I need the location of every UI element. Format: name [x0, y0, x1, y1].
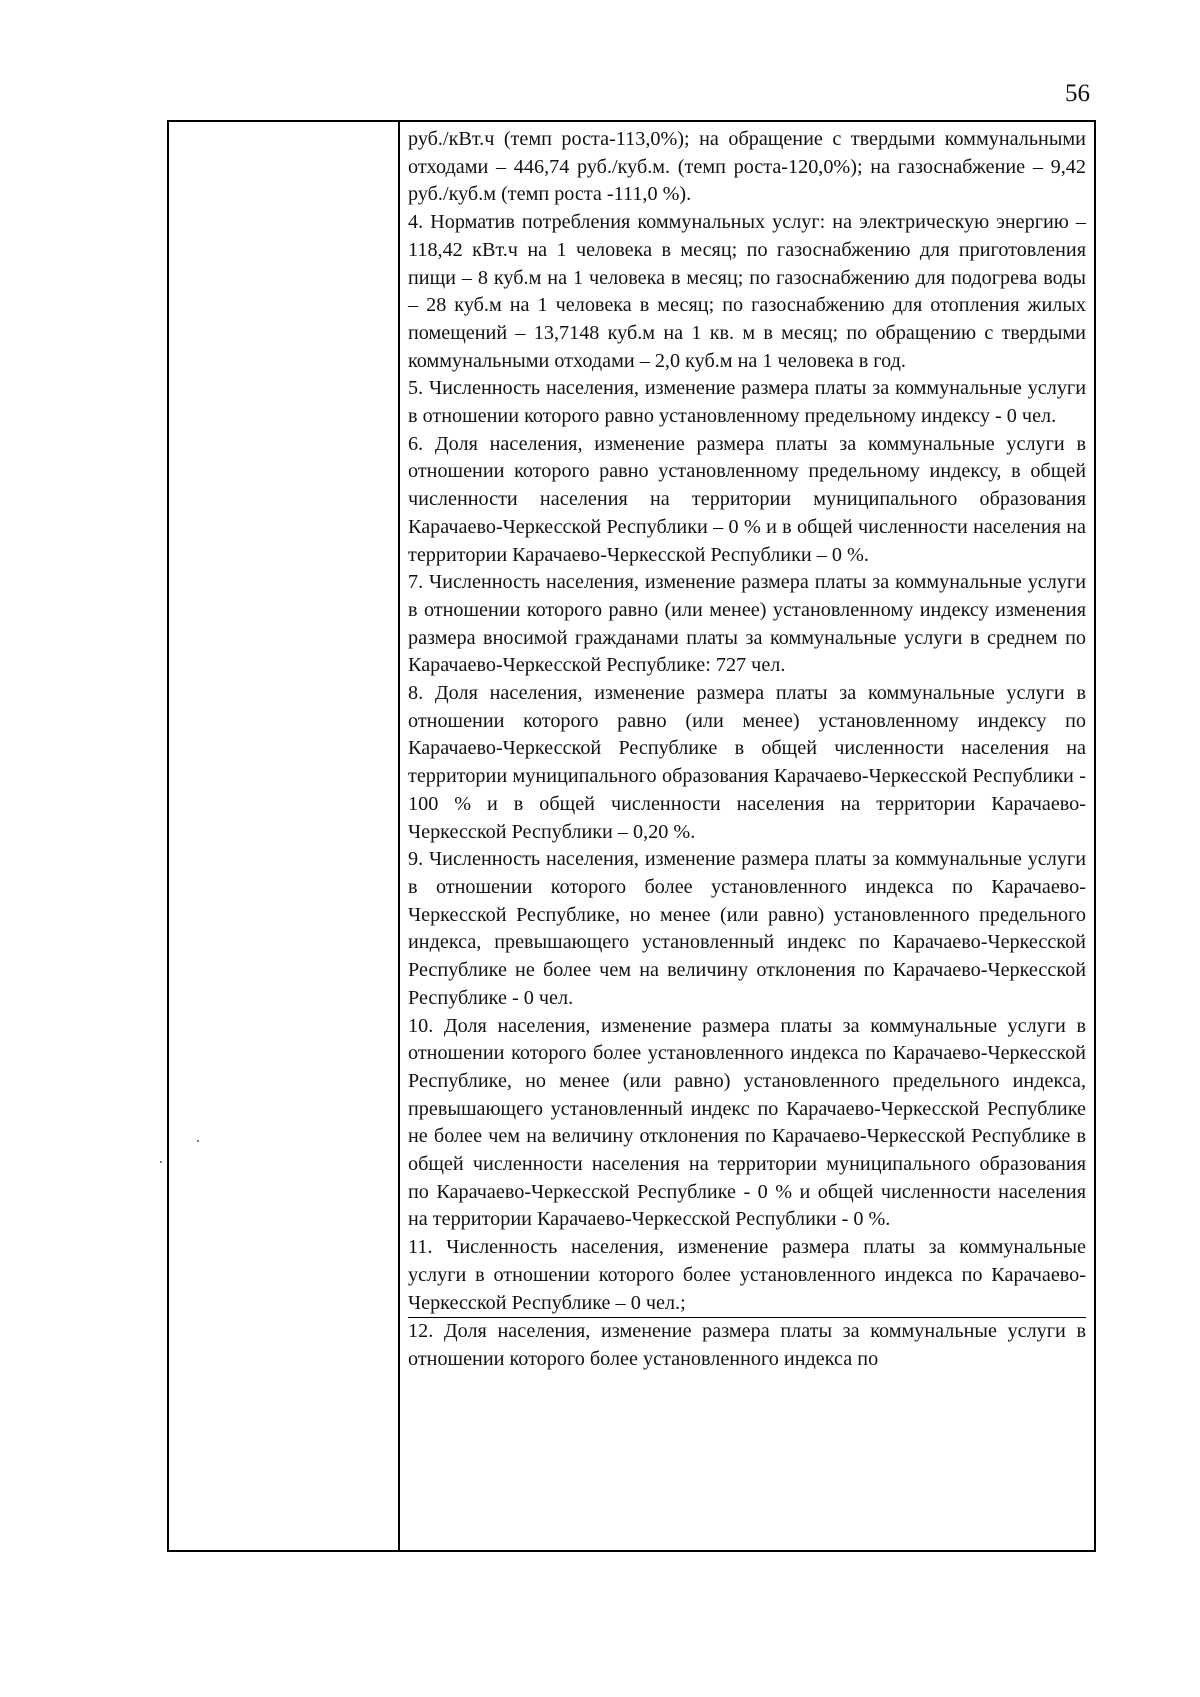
paragraph-10: 10. Доля населения, изменение размера платы за коммунальные услуги в отношении которого более установленного индекса по Карачаево-Черкесской Республике, но менее (или равно) установленного предельного индекса, превышающего установленный индекс по Карачаево-Черкесской Республике не более чем на величину отклонения по Карачаево-Черкесской Республике в общей численности населения на территории муниципального образования по Карачаево-Черкесской Республике - 0 % и общей численности населения на территории Карачаево-Черкесской Республики - 0 %.: [408, 1014, 1086, 1231]
paragraph-7: 7. Численность населения, изменение размера платы за коммунальные услуги в отношении которого равно (или менее) установленному индексу изменения размера вносимой гражданами платы за коммунальные услуги в среднем по Карачаево-Черкесской Республике: 727 чел.: [408, 571, 1086, 677]
scan-speck: [160, 1161, 162, 1163]
paragraph-6: 6. Доля населения, изменение размера платы за коммунальные услуги в отношении которого равно установленному предельному индексу, в общей численности населения на территории муниципального образования Карачаево-Черкесской Республики – 0 % и в общей численности населения на территории Карачаево-Черкесской Республики – 0 %.: [408, 432, 1086, 566]
paragraph-8: 8. Доля населения, изменение размера платы за коммунальные услуги в отношении которого равно (или менее) установленному индексу по Карачаево-Черкесской Республике в общей численности населения на территории муниципального образования Карачаево-Черкесской Республики - 100 % и в общей численности населения на территории Карачаево-Черкесской Республики – 0,20 %.: [408, 682, 1086, 843]
paragraph-5: 5. Численность населения, изменение размера платы за коммунальные услуги в отношении которого равно установленному предельному индексу - 0 чел.: [408, 377, 1086, 428]
paragraph-12: 12. Доля населения, изменение размера платы за коммунальные услуги в отношении которого более установленного индекса по: [408, 1317, 1086, 1373]
scan-speck: [197, 1140, 199, 1142]
paragraph-continuation: руб./кВт.ч (темп роста-113,0%); на обращение с твердыми коммунальными отходами – 446,74 руб./куб.м. (темп роста-120,0%); на газоснабжение – 9,42 руб./куб.м (темп роста -111,0 %).: [408, 128, 1086, 206]
paragraph-9: 9. Численность населения, изменение размера платы за коммунальные услуги в отношении которого более установленного индекса по Карачаево-Черкесской Республике, но менее (или равно) установленного предельного индекса, превышающего установленный индекс по Карачаево-Черкесской Республике не более чем на величину отклонения по Карачаево-Черкесской Республике - 0 чел.: [408, 848, 1086, 1009]
document-table: [167, 120, 1096, 1552]
table-right-cell: [400, 122, 1094, 1550]
paragraph-4: 4. Норматив потребления коммунальных услуг: на электрическую энергию – 118,42 кВт.ч на 1 человека в месяц; по газоснабжению для приготовления пищи – 8 куб.м на 1 человека в месяц; по газоснабжению для подогрева воды – 28 куб.м на 1 человека в месяц; по газоснабжению для отопления жилых помещений – 13,7148 куб.м на 1 кв. м в месяц; по обращению с твердыми коммунальными отходами – 2,0 куб.м на 1 человека в год.: [408, 211, 1086, 372]
page-number: 56: [1065, 80, 1090, 107]
paragraph-11: 11. Численность населения, изменение размера платы за коммунальные услуги в отношении которого более установленного индекса по Карачаево-Черкесской Республике – 0 чел.;: [408, 1236, 1086, 1314]
table-left-cell: [169, 122, 400, 1550]
